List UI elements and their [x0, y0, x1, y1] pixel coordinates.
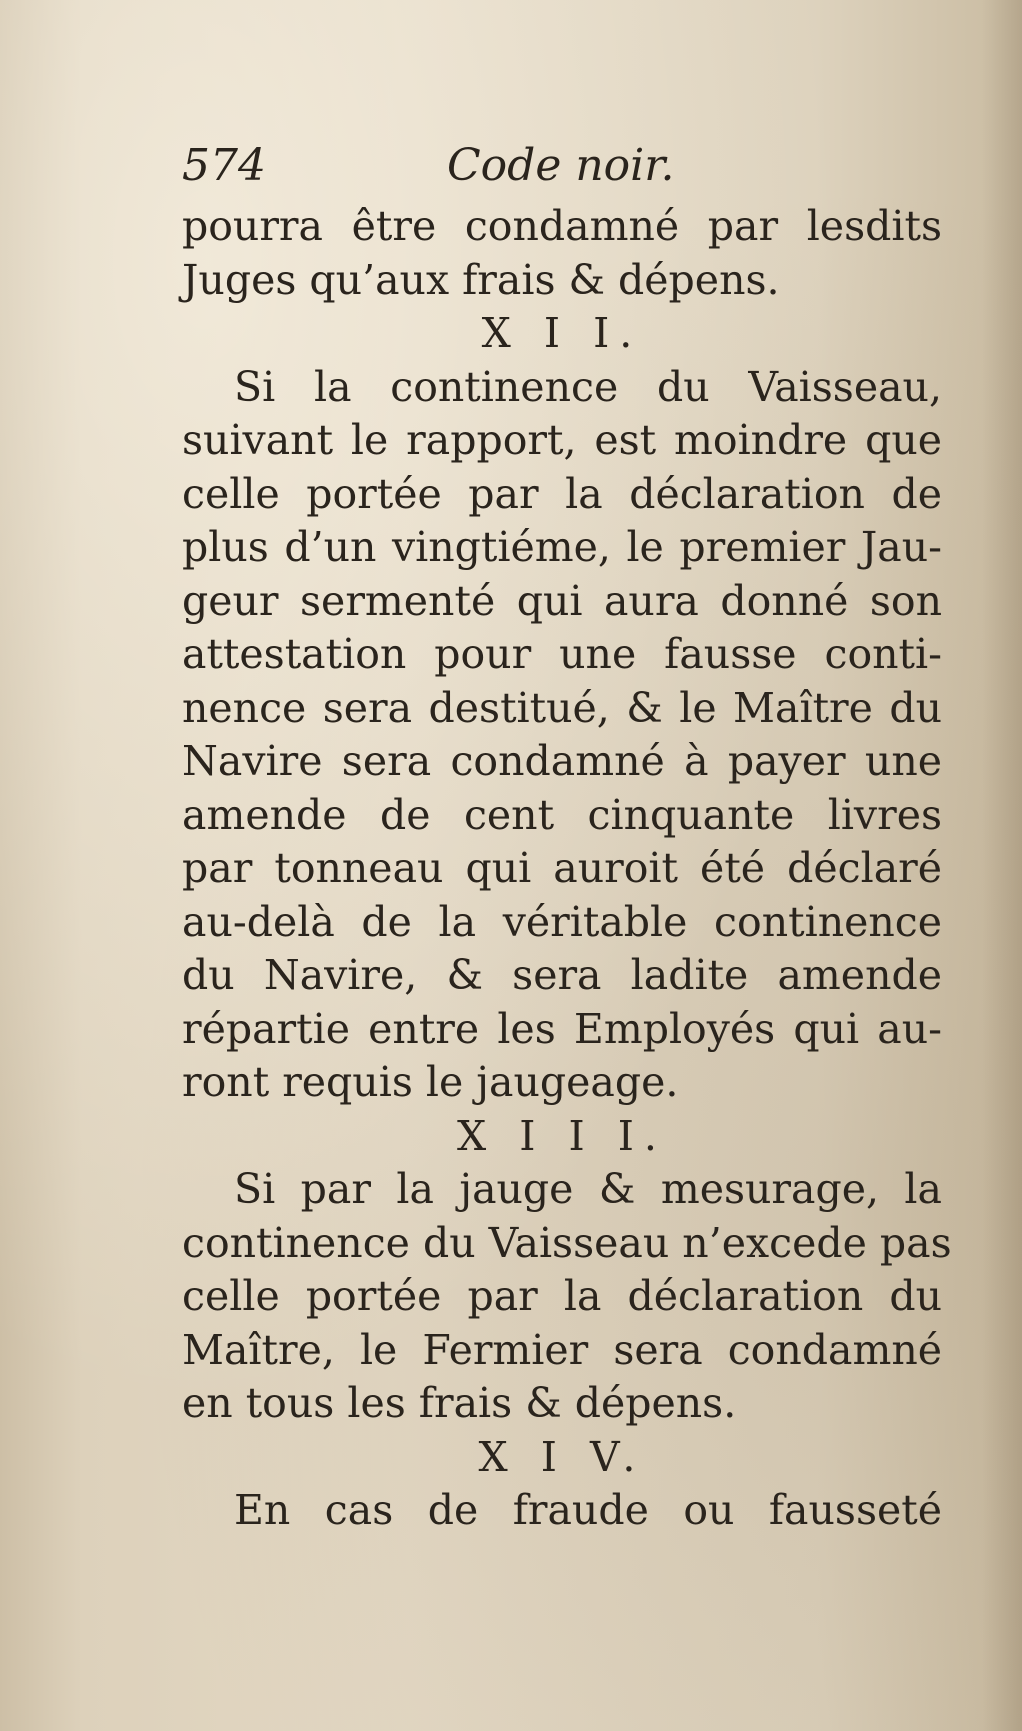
text-line: celle portée par la déclaration du	[182, 1272, 942, 1320]
article-heading-xii: X I I.	[481, 309, 643, 357]
running-head	[182, 140, 942, 200]
text-line: celle portée par la déclaration de	[182, 469, 942, 518]
text-line: Maître, le Fermier sera condamné	[182, 1325, 942, 1374]
text-line: geur sermenté qui aura donné son	[182, 576, 942, 625]
text-line: Navire sera condamné à payer une	[182, 737, 942, 785]
text-line: continence du Vaisseau n’excede pas	[182, 1218, 952, 1267]
running-title: Code noir.	[447, 140, 675, 191]
text-line: en tous les frais & dépens.	[182, 1379, 737, 1427]
text-line: du Navire, & sera ladite amende	[182, 951, 942, 999]
article-heading-xiv: X I V.	[478, 1432, 646, 1481]
text-line: nence sera destitué, & le Maître du	[182, 683, 942, 732]
text-line: En cas de fraude ou fausseté	[234, 1486, 942, 1534]
page-number: 574	[182, 140, 266, 191]
text-line: répartie entre les Employés qui au-	[182, 1004, 942, 1053]
text-line: Si la continence du Vaisseau,	[234, 362, 942, 411]
text-line: ront requis le jaugeage.	[182, 1058, 679, 1106]
text-line: au-delà de la véritable continence	[182, 897, 942, 946]
text-line: par tonneau qui auroit été déclaré	[182, 844, 942, 892]
text-line: Juges qu’aux frais & dépens.	[182, 255, 780, 304]
text-line: attestation pour une fausse conti-	[182, 630, 942, 678]
text-line: pourra être condamné par lesdits	[182, 202, 942, 250]
text-line: Si par la jauge & mesurage, la	[234, 1165, 942, 1213]
text-block	[182, 140, 952, 1538]
article-heading-xiii: X I I I.	[457, 1111, 667, 1160]
text-line: plus d’un vingtiéme, le premier Jau-	[182, 523, 942, 571]
text-line: amende de cent cinquante livres	[182, 790, 942, 839]
text-line: suivant le rapport, est moindre que	[182, 416, 942, 464]
